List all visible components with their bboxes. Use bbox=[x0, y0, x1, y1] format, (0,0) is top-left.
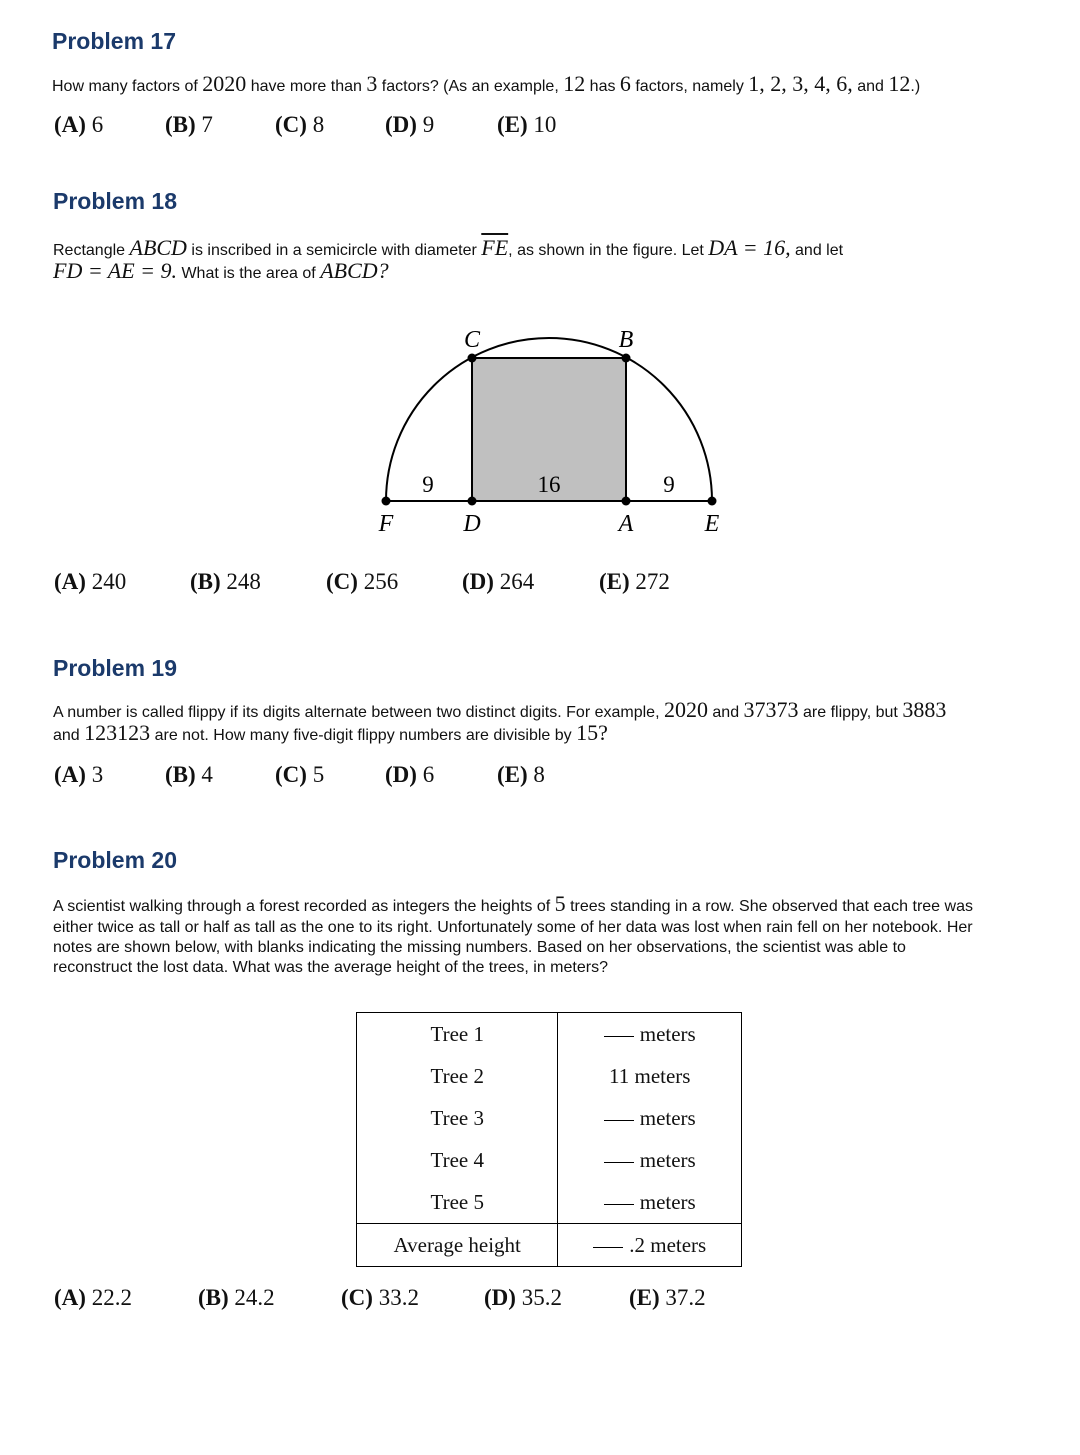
length-da: 16 bbox=[537, 472, 561, 497]
choice-b: (B) 7 bbox=[165, 112, 213, 137]
choice-e: (E) 8 bbox=[497, 762, 545, 787]
tree-height: meters bbox=[558, 1013, 742, 1056]
label-c: C bbox=[463, 327, 481, 353]
problem-20-heading: Problem 20 bbox=[53, 847, 177, 873]
choice-c: (C) 8 bbox=[275, 112, 325, 137]
problem-20-text-line3: notes are shown below, with blanks indicating the missing numbers. Based on her observations, the scientist was able to bbox=[53, 939, 906, 956]
average-label: Average height bbox=[357, 1224, 558, 1267]
tree-height: meters bbox=[558, 1139, 742, 1181]
label-a: A bbox=[618, 511, 634, 537]
choice-b: (B) 4 bbox=[165, 762, 213, 787]
tree-label: Tree 1 bbox=[357, 1013, 558, 1056]
choice-a: (A) 240 bbox=[54, 569, 127, 594]
label-e: E bbox=[704, 511, 720, 537]
choice-a: (A) 3 bbox=[54, 762, 104, 787]
problem-20-text-line1: A scientist walking through a forest recorded as integers the heights of 5 trees standing in a row. She observed that each tree was bbox=[53, 891, 973, 916]
problem-17-choices bbox=[54, 112, 556, 138]
label-b: B bbox=[618, 327, 634, 353]
choice-d: (D) 6 bbox=[385, 762, 435, 787]
problem-18-choices bbox=[54, 569, 670, 595]
tree-heights-table bbox=[356, 1012, 742, 1267]
missing-blank bbox=[604, 1203, 634, 1205]
problem-19-text-line1: A number is called flippy if its digits alternate between two distinct digits. For example, 2020 and 37373 are flippy, but 3883 bbox=[53, 697, 947, 722]
choice-d: (D) 264 bbox=[462, 569, 535, 594]
choice-e: (E) 10 bbox=[497, 112, 557, 137]
missing-blank bbox=[604, 1035, 634, 1037]
problem-19-text-line2: and 123123 are not. How many five-digit flippy numbers are divisible by 15? bbox=[53, 720, 608, 745]
tree-height: 11 meters bbox=[558, 1055, 742, 1097]
tree-label: Tree 4 bbox=[357, 1139, 558, 1181]
missing-blank bbox=[604, 1161, 634, 1163]
choice-a: (A) 22.2 bbox=[54, 1285, 132, 1310]
tree-label: Tree 5 bbox=[357, 1181, 558, 1224]
point-e bbox=[708, 497, 717, 506]
choice-c: (C) 33.2 bbox=[341, 1285, 419, 1310]
label-f: F bbox=[378, 511, 394, 537]
label-d: D bbox=[463, 511, 481, 537]
point-f bbox=[382, 497, 391, 506]
choice-c: (C) 256 bbox=[326, 569, 399, 594]
problem-18-text-line1: Rectangle ABCD is inscribed in a semicircle with diameter $\overline{FE}$, as shown in the figure. Let DA = 16, and let bbox=[53, 235, 844, 260]
tree-label: Tree 3 bbox=[357, 1097, 558, 1139]
problem-18-heading: Problem 18 bbox=[53, 188, 177, 214]
problem-18-text-line2: FD = AE = 9. What is the area of ABCD? bbox=[53, 258, 389, 283]
problem-19-heading: Problem 19 bbox=[53, 655, 177, 681]
choice-e: (E) 37.2 bbox=[629, 1285, 706, 1310]
choice-e: (E) 272 bbox=[599, 569, 670, 594]
problem-20-text-line4: reconstruct the lost data. What was the average height of the trees, in meters? bbox=[53, 959, 608, 976]
problem-17-heading: Problem 17 bbox=[52, 28, 176, 54]
missing-blank bbox=[604, 1119, 634, 1121]
problem-20-text-line2: either twice as tall or half as tall as the one to its right. Unfortunately some of her data was lost when rain fell on her notebook. Her bbox=[53, 919, 973, 936]
choice-d: (D) 9 bbox=[385, 112, 435, 137]
tree-height: meters bbox=[558, 1181, 742, 1224]
table-row bbox=[357, 1055, 742, 1097]
choice-b: (B) 24.2 bbox=[198, 1285, 275, 1310]
problem-17-text: How many factors of 2020 have more than 3 factors? (As an example, 12 has 6 factors, namely 1, 2, 3, 4, 6, and 12.) bbox=[52, 71, 921, 96]
table-row bbox=[357, 1013, 742, 1056]
point-b bbox=[622, 354, 631, 363]
table-row bbox=[357, 1097, 742, 1139]
problem-20-choices bbox=[54, 1285, 706, 1311]
choice-c: (C) 5 bbox=[275, 762, 325, 787]
length-ae: 9 bbox=[663, 472, 675, 497]
table-row-average bbox=[357, 1224, 742, 1267]
semicircle-rectangle-figure bbox=[360, 320, 740, 540]
point-c bbox=[468, 354, 477, 363]
table-row bbox=[357, 1139, 742, 1181]
table-row bbox=[357, 1181, 742, 1224]
tree-height: meters bbox=[558, 1097, 742, 1139]
missing-blank bbox=[593, 1246, 623, 1248]
problem-19-choices bbox=[54, 762, 545, 788]
choice-d: (D) 35.2 bbox=[484, 1285, 562, 1310]
length-fd: 9 bbox=[422, 472, 434, 497]
point-a bbox=[622, 497, 631, 506]
choice-b: (B) 248 bbox=[190, 569, 261, 594]
average-value: .2 meters bbox=[558, 1224, 742, 1267]
choice-a: (A) 6 bbox=[54, 112, 104, 137]
tree-label: Tree 2 bbox=[357, 1055, 558, 1097]
point-d bbox=[468, 497, 477, 506]
